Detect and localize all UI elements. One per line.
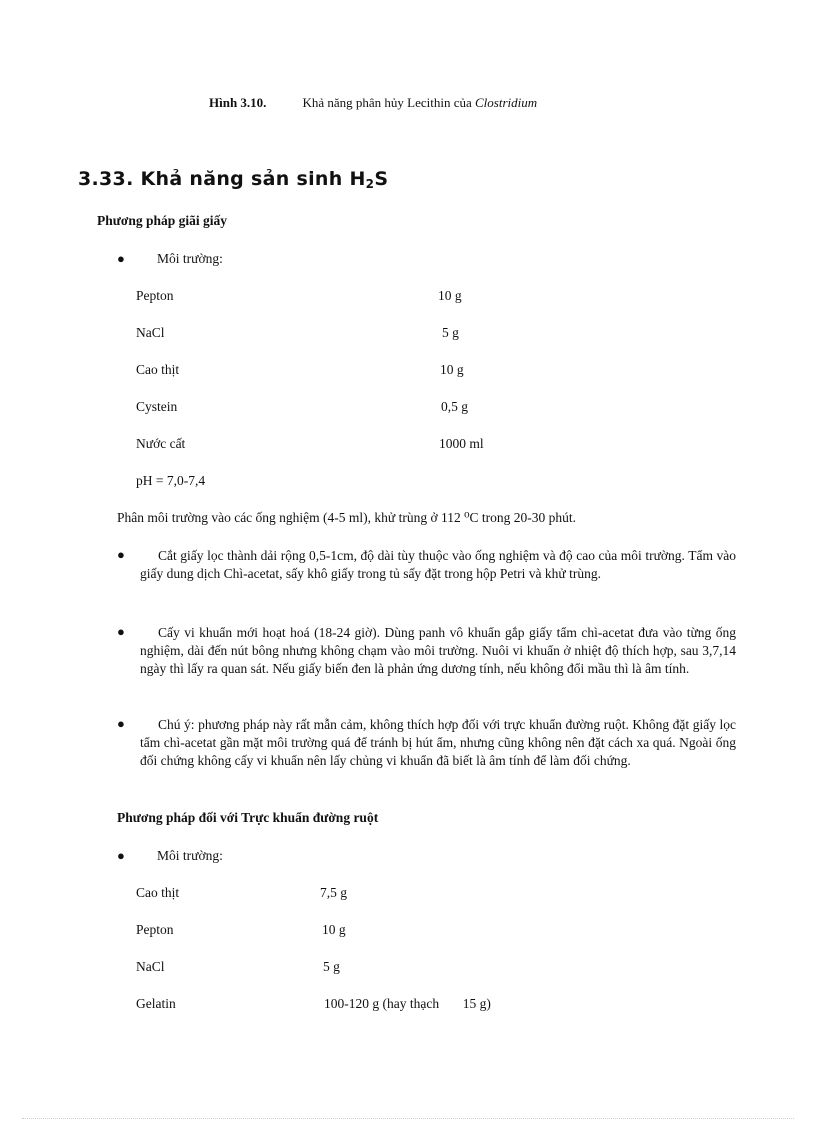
section-heading	[78, 168, 388, 191]
method1-medium-label: Môi trường:	[157, 251, 223, 266]
section-heading-suffix: S	[374, 168, 389, 190]
bullet-icon: ●	[117, 624, 125, 639]
method2-ingredient-row	[136, 885, 656, 903]
ingredient-amount: 5 g	[442, 325, 459, 340]
ingredient-amount: 10 g	[440, 362, 464, 377]
section-heading-subscript: 2	[365, 177, 375, 191]
figure-caption	[209, 95, 537, 111]
ingredient-name: Cao thịt	[136, 362, 180, 377]
ingredient-amount: 7,5 g	[320, 885, 347, 900]
ingredient-name: Pepton	[136, 288, 174, 303]
method1-ingredient-row	[136, 288, 656, 306]
bullet-icon: ●	[117, 848, 125, 863]
method1-step: Cấy vi khuẩn mới hoạt hoá (18-24 giờ). Dùng panh vô khuẩn gắp giấy tẩm chì-acetat đưa vào từng ống nghiệm, dài đến nút bông nhưng không chạm vào môi trường. Nuôi vi khuẩn ở nhiệt độ thích hợp, sau 3,7,14 ngày thì lấy ra quan sát. Nếu giấy biến đen là phản ứng dương tính, nếu không đổi mầu thì là âm tính.	[140, 625, 736, 676]
bullet-icon: ●	[117, 547, 125, 562]
method1-medium-bullet	[117, 251, 223, 267]
bullet-icon: ●	[117, 251, 125, 266]
method1-step: Chú ý: phương pháp này rất mẫn cảm, không thích hợp đối với trực khuẩn đường ruột. Không đặt giấy lọc tẩm chì-acetat gần mặt môi trường quá để tránh bị hút ẩm, nhưng cũng không nên đặt cách xa quá. Ngoài ống đối chứng không cấy vi khuẩn nên lấy chủng vi khuẩn đã biết là âm tính để làm đối chứng.	[140, 717, 736, 768]
figure-label: Hình 3.10.	[209, 95, 267, 110]
method1-title: Phương pháp giãi giấy	[97, 213, 227, 228]
figure-organism: Clostridium	[475, 95, 538, 110]
method1-ingredient-row	[136, 362, 656, 380]
method1-ph	[136, 473, 656, 491]
ingredient-amount: 10 g	[322, 922, 346, 937]
bullet-icon: ●	[117, 716, 125, 731]
ingredient-name: Gelatin	[136, 996, 176, 1011]
ingredient-name: Pepton	[136, 922, 174, 937]
ingredient-amount: 5 g	[323, 959, 340, 974]
ingredient-name: Cystein	[136, 399, 178, 414]
ingredient-name: NaCl	[136, 325, 165, 340]
ingredient-name: Nước cất	[136, 436, 186, 451]
method2-medium-label: Môi trường:	[157, 848, 223, 863]
ingredient-name: Cao thịt	[136, 885, 180, 900]
method1-distribution: Phân môi trường vào các ống nghiệm (4-5 ml), khử trùng ở 112 ⁰C trong 20-30 phút.	[117, 510, 577, 525]
method2-ingredient-row	[136, 996, 656, 1014]
method1-ingredient-row	[136, 436, 656, 454]
ph-value: pH = 7,0-7,4	[136, 473, 206, 488]
section-heading-text: 3.33. Khả năng sản sinh H	[78, 168, 366, 190]
method1-step: Cắt giấy lọc thành dải rộng 0,5-1cm, độ dài tùy thuộc vào ống nghiệm và độ cao của môi trường. Tẩm vào giấy dung dịch Chì-acetat, sấy khô giấy trong tủ sấy đặt trong hộp Petri và khử trùng.	[140, 548, 736, 581]
method1-ingredient-row	[136, 325, 656, 343]
method1-ingredient-row	[136, 399, 656, 417]
method2-medium-bullet	[117, 848, 223, 864]
ingredient-name: NaCl	[136, 959, 165, 974]
ingredient-amount: 100-120 g (hay thạch 15 g)	[324, 996, 491, 1011]
ingredient-amount: 10 g	[438, 288, 462, 303]
page-bottom-rule	[22, 1118, 794, 1119]
figure-caption-text: Khả năng phân hủy Lecithin của	[302, 95, 472, 110]
ingredient-amount: 0,5 g	[441, 399, 468, 414]
method2-ingredient-row	[136, 959, 656, 977]
ingredient-amount: 1000 ml	[439, 436, 484, 451]
method2-title: Phương pháp đối với Trực khuẩn đường ruột	[117, 810, 379, 825]
method2-ingredient-row	[136, 922, 656, 940]
